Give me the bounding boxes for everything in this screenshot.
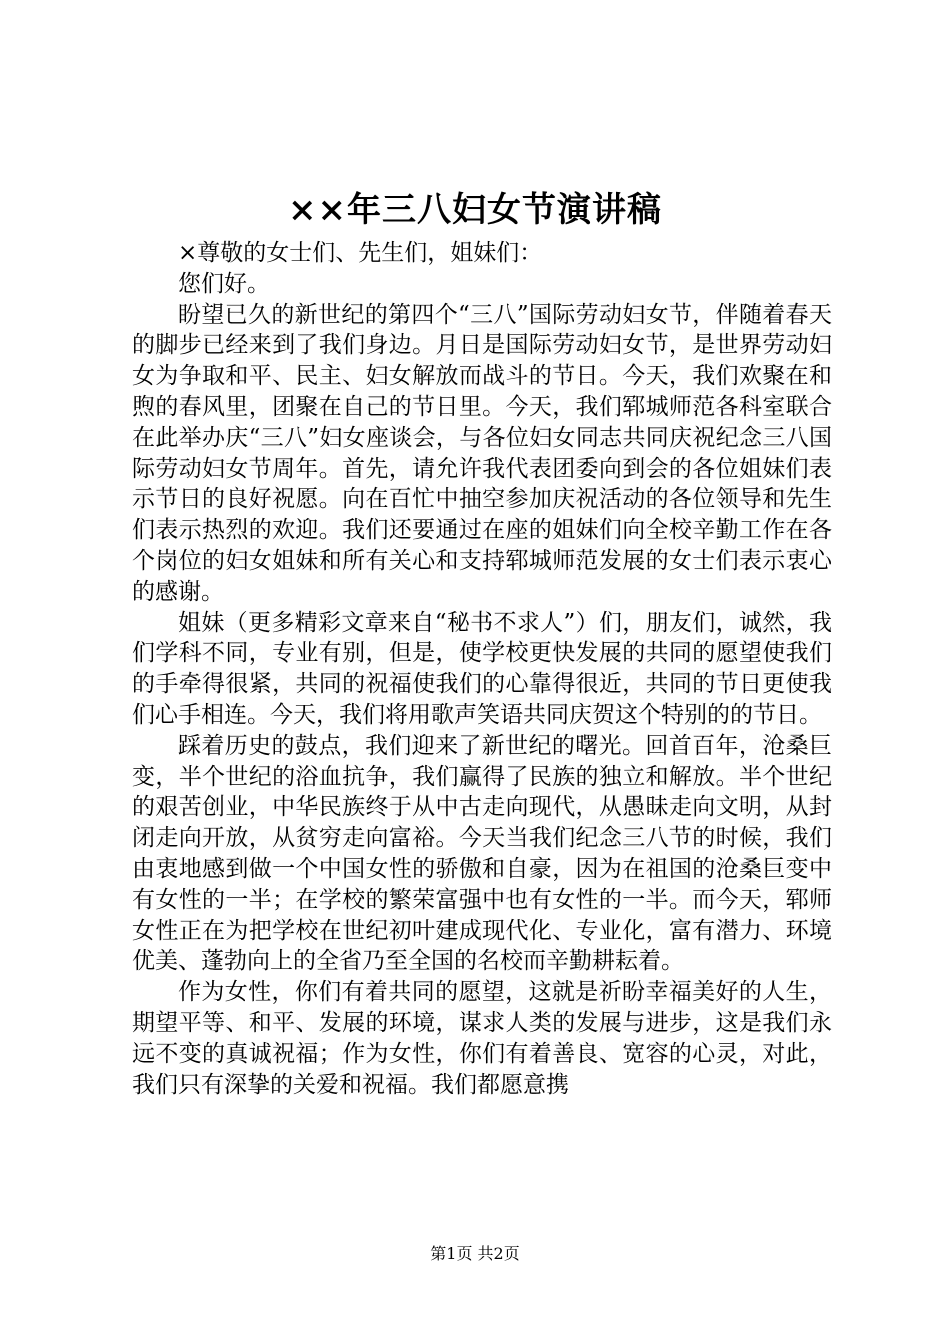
document-body <box>132 238 832 1100</box>
paragraph-greeting: ×尊敬的女士们、先生们，姐妹们： <box>178 240 543 266</box>
paragraph-hello: 您们好。 <box>178 270 270 297</box>
paragraph-wishes: 作为女性，你们有着共同的愿望，这就是祈盼幸福美好的人生，期望平等、和平、发展的环境，谋求人类的发展与进步，这是我们永远不变的真诚祝福；作为女性，你们有着善良、宽容的心灵，对此，我们只有深挚的关爱和祝福。我们都愿意携 <box>132 979 832 1098</box>
page-footer: 第1页 共2页 <box>430 1244 520 1263</box>
paragraph-history: 踩着历史的鼓点，我们迎来了新世纪的曙光。回首百年，沧桑巨变，半个世纪的浴血抗争，我们赢得了民族的独立和解放。半个世纪的艰苦创业，中华民族终于从中古走向现代，从愚昧走向文明，从封闭走向开放，从贫穷走向富裕。今天当我们纪念三八节的时候，我们由衷地感到做一个中国女性的骄傲和自豪，因为在祖国的沧桑巨变中有女性的一半；在学校的繁荣富强中也有女性的一半。而今天，郓师女性正在为把学校在世纪初叶建成现代化、专业化，富有潜力、环境优美、蓬勃向上的全省乃至全国的名校而辛勤耕耘着。 <box>132 732 832 975</box>
document-title: ××年三八妇女节演讲稿 <box>288 190 662 230</box>
paragraph-opening: 盼望已久的新世纪的第四个“三八”国际劳动妇女节，伴随着春天的脚步已经来到了我们身边。月日是国际劳动妇女节，是世界劳动妇女为争取和平、民主、妇女解放而战斗的节日。今天，我们欢聚在和煦的春风里，团聚在自己的节日里。今天，我们郓城师范各科室联合在此举办庆“三八”妇女座谈会，与各位妇女同志共同庆祝纪念三八国际劳动妇女节周年。首先，请允许我代表团委向到会的各位姐妹们表示节日的良好祝愿。向在百忙中抽空参加庆祝活动的各位领导和先生们表示热烈的欢迎。我们还要通过在座的姐妹们向全校辛勤工作在各个岗位的妇女姐妹和所有关心和支持郓城师范发展的女士们表示衷心的感谢。 <box>132 301 832 605</box>
paragraph-sisters: 姐妹（更多精彩文章来自“秘书不求人”）们，朋友们，诚然，我们学科不同，专业有别，但是，使学校更快发展的共同的愿望使我们的手牵得很紧，共同的祝福使我们的心靠得很近，共同的节日更使我们心手相连。今天，我们将用歌声笑语共同庆贺这个特别的的节日。 <box>132 609 832 728</box>
